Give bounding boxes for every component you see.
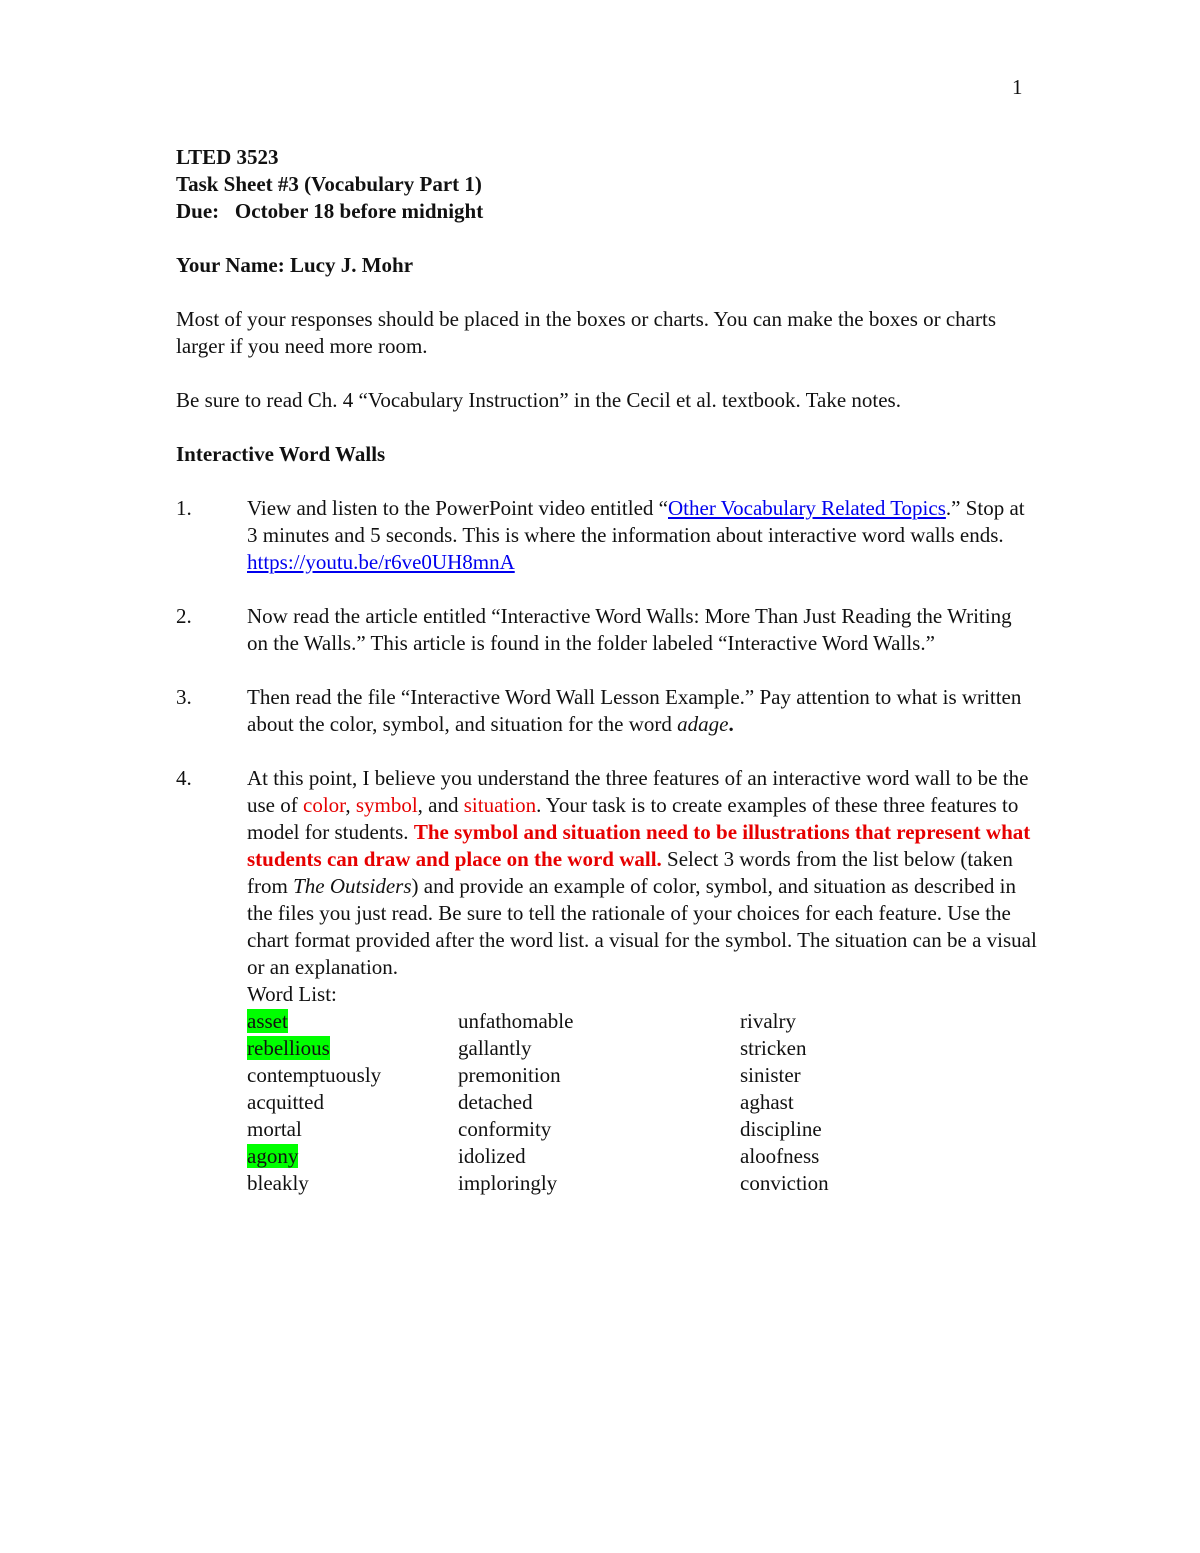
word-cell	[247, 1170, 458, 1197]
word-item: aghast	[740, 1090, 794, 1114]
word-item: conformity	[458, 1117, 552, 1141]
document-body	[176, 144, 1037, 1197]
due-label: Due:	[176, 199, 220, 223]
word-cell	[458, 1143, 740, 1170]
word-cell	[740, 1035, 1040, 1062]
word-item: agony	[247, 1144, 299, 1168]
adage-word: adage	[677, 712, 729, 736]
word-cell	[458, 1170, 740, 1197]
reading-paragraph: Be sure to read Ch. 4 “Vocabulary Instruction” in the Cecil et al. textbook. Take notes.	[176, 388, 901, 412]
task-title: Task Sheet #3 (Vocabulary Part 1)	[176, 172, 482, 196]
word-item: conviction	[740, 1171, 829, 1195]
word-cell	[740, 1116, 1040, 1143]
item-text: .	[728, 712, 734, 736]
item-text: ) and provide an example of color, symbol, and situation as described in the files you just read. Be sure to tell the rationale of your choices for each feature. Use the chart format provided after the word list. a visual for the symbol. The situation can be a visual or an explanation.	[247, 874, 1037, 979]
word-item: rebellious	[247, 1036, 330, 1060]
word-item: idolized	[458, 1144, 526, 1168]
word-cell	[247, 1062, 458, 1089]
word-cell	[458, 1008, 740, 1035]
emphasis-text: The symbol and situation need to be illustrations that represent what students can draw and place on the word wall.	[247, 820, 1031, 871]
word-cell	[458, 1116, 740, 1143]
word-item: discipline	[740, 1117, 822, 1141]
list-item-3	[176, 684, 1026, 738]
word-item: gallantly	[458, 1036, 532, 1060]
list-item-1	[176, 495, 1026, 576]
word-item: sinister	[740, 1063, 801, 1087]
word-cell	[740, 1008, 1040, 1035]
item-body: Now read the article entitled “Interactive Word Walls: More Than Just Reading the Writing on the Walls.” This article is found in the folder labeled “Interactive Word Walls.”	[247, 604, 1012, 655]
word-list-label: Word List:	[247, 982, 337, 1006]
book-title: The Outsiders	[293, 874, 412, 898]
item-text: Select 3 words from the list below (taken from	[247, 847, 1013, 898]
word-item: stricken	[740, 1036, 807, 1060]
item-text: ,	[345, 793, 356, 817]
word-item: rivalry	[740, 1009, 796, 1033]
word-item: asset	[247, 1009, 288, 1033]
color-term: color	[303, 793, 346, 817]
word-item: detached	[458, 1090, 533, 1114]
item-text: , and	[417, 793, 464, 817]
item-text: .” Stop at 3 minutes and 5 seconds. This is where the information about interactive word walls ends.	[247, 496, 1025, 547]
word-item: acquitted	[247, 1090, 324, 1114]
due-line	[176, 198, 1026, 225]
section-heading: Interactive Word Walls	[176, 442, 386, 466]
item-body	[247, 684, 1026, 738]
student-name-value: Lucy J. Mohr	[289, 253, 414, 277]
word-cell	[458, 1035, 740, 1062]
word-cell	[458, 1089, 740, 1116]
word-item: unfathomable	[458, 1009, 574, 1033]
word-cell	[458, 1062, 740, 1089]
student-name-line	[176, 252, 1026, 279]
word-cell	[247, 1089, 458, 1116]
list-item-2	[176, 603, 1026, 657]
item-body	[247, 495, 1026, 576]
word-cell	[740, 1089, 1040, 1116]
word-item: premonition	[458, 1063, 561, 1087]
youtube-url-link[interactable]: https://youtu.be/r6ve0UH8mnA	[247, 550, 515, 574]
item-text: At this point, I believe you understand the three features of an interactive word wall to be the use of	[247, 766, 1029, 817]
student-name-label: Your Name:	[176, 253, 285, 277]
word-cell	[740, 1062, 1040, 1089]
item-text: Then read the file “Interactive Word Wall Lesson Example.” Pay attention to what is written about the color, symbol, and situation for the word	[247, 685, 1022, 736]
page-number: 1	[1012, 75, 1023, 99]
item-body	[247, 765, 1040, 1197]
word-cell	[740, 1143, 1040, 1170]
course-title: LTED 3523	[176, 145, 279, 169]
symbol-term: symbol	[355, 793, 418, 817]
word-cell	[247, 1035, 458, 1062]
due-value: October 18 before midnight	[234, 199, 484, 223]
list-item-4	[176, 765, 1037, 1197]
word-item: contemptuously	[247, 1063, 382, 1087]
word-item: bleakly	[247, 1171, 309, 1195]
item-text: . Your task is to create examples of these three features to model for students.	[247, 793, 1019, 844]
item-number: 1.	[176, 496, 192, 520]
word-cell	[740, 1170, 1040, 1197]
word-item: aloofness	[740, 1144, 820, 1168]
video-title-link[interactable]: Other Vocabulary Related Topics	[668, 496, 946, 520]
word-list	[247, 1008, 1040, 1197]
word-cell	[247, 1143, 458, 1170]
situation-term: situation	[463, 793, 537, 817]
word-item: mortal	[247, 1117, 302, 1141]
word-cell	[247, 1116, 458, 1143]
item-number: 2.	[176, 604, 192, 628]
intro-paragraph: Most of your responses should be placed in the boxes or charts. You can make the boxes or charts larger if you need more room.	[176, 307, 996, 358]
item-number: 3.	[176, 685, 192, 709]
item-number: 4.	[176, 766, 192, 790]
item-text: View and listen to the PowerPoint video entitled “	[247, 496, 668, 520]
word-cell	[247, 1008, 458, 1035]
word-item: imploringly	[458, 1171, 558, 1195]
